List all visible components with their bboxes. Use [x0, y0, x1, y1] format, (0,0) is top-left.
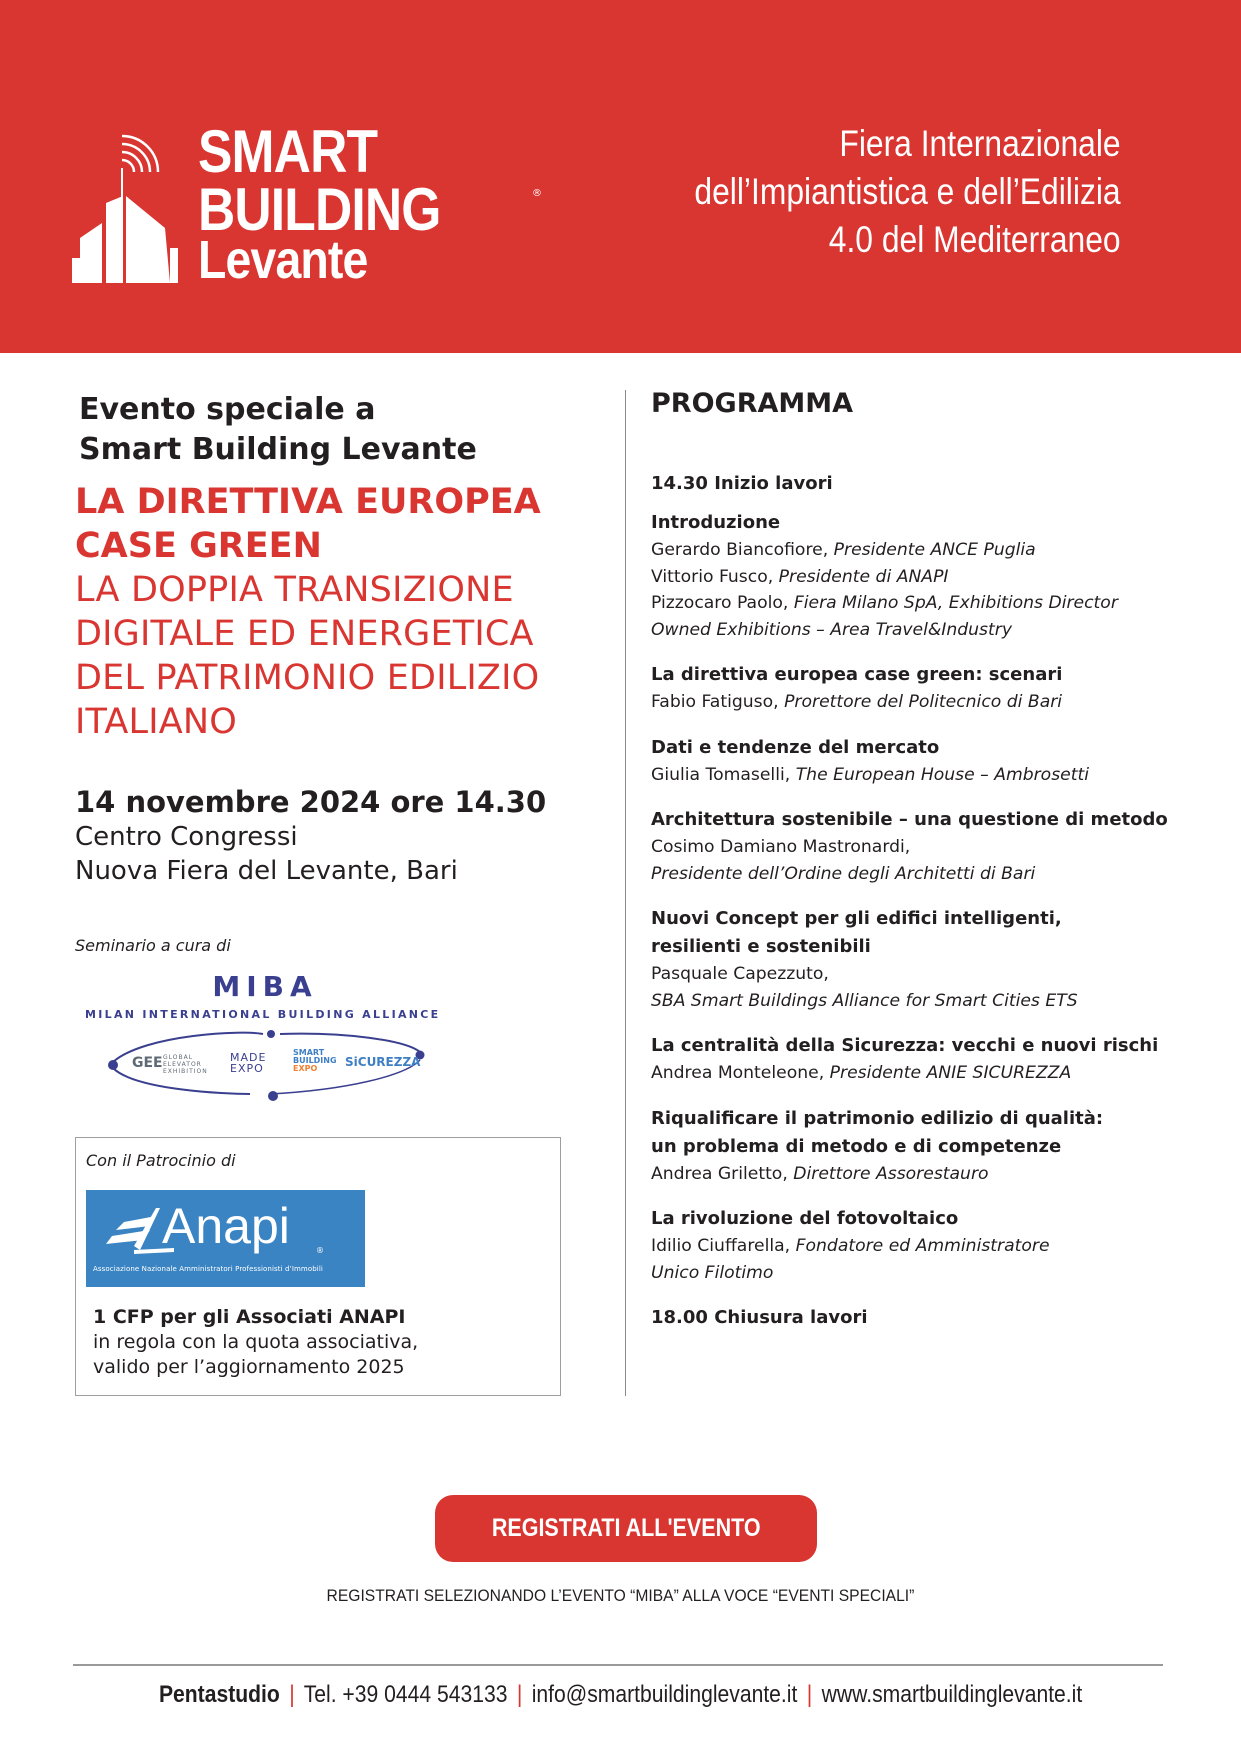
sbe-line: BUILDING	[293, 1056, 337, 1065]
patronage-label: Con il Patrocinio di	[86, 1151, 236, 1170]
program-item-heading: 14.30 Inizio lavori	[651, 473, 833, 494]
intro-line: Smart Building Levante	[79, 432, 477, 467]
program-item-heading: resilienti e sostenibili	[651, 936, 871, 957]
program-speaker-line	[651, 564, 1231, 591]
made-line: EXPO	[230, 1062, 264, 1075]
gee-sub-line: ELEVATOR	[163, 1061, 202, 1068]
program-item	[651, 1304, 1231, 1332]
title-line: LA DIRETTIVA EUROPEA	[75, 482, 541, 522]
footer-separator: |	[289, 1681, 295, 1708]
patronage-box	[75, 1137, 561, 1396]
register-button-label: REGISTRATI ALL'EVENTO	[491, 1514, 761, 1542]
anapi-logo	[86, 1190, 365, 1287]
speaker-role: Presidente ANCE Puglia	[833, 540, 1036, 560]
footer-email-link[interactable]: info@smartbuildinglevante.it	[531, 1681, 798, 1708]
speaker-name: Pasquale Capezzuto,	[651, 964, 829, 984]
anapi-wordmark: Anapi	[162, 1198, 290, 1254]
speaker-role: SBA Smart Buildings Alliance for Smart Cities ETS	[651, 990, 1078, 1011]
tagline-line: dell’Impiantistica e dell’Edilizia	[694, 171, 1121, 212]
speaker-name: Andrea Griletto,	[651, 1163, 794, 1184]
speaker-role: Prorettore del Politecnico di Bari	[784, 692, 1063, 712]
footer	[0, 1678, 1241, 1712]
organizer-label: Seminario a cura di	[75, 936, 231, 955]
program-item-heading: Architettura sostenibile – una questione di metodo	[651, 809, 1168, 830]
footer-company: Pentastudio	[158, 1681, 280, 1708]
footer-website-link[interactable]: www.smartbuildinglevante.it	[821, 1681, 1083, 1708]
tagline-line: Fiera Internazionale	[839, 123, 1121, 164]
footer-separator: |	[516, 1681, 523, 1708]
venue-line: Nuova Fiera del Levante, Bari	[75, 856, 458, 886]
program-item-heading: Nuovi Concept per gli edifici intelligenti,	[651, 908, 1062, 929]
speaker-role: Direttore Assorestauro	[793, 1163, 989, 1184]
program-item-heading: La centralità della Sicurezza: vecchi e nuovi rischi	[651, 1035, 1159, 1056]
made-expo-logo	[230, 1052, 266, 1074]
column-divider	[625, 390, 626, 1396]
program-speaker-line	[651, 1060, 1231, 1087]
anapi-subtitle: Associazione Nazionale Amministratori Professionisti d’Immobili	[93, 1265, 323, 1273]
intro-line: Evento speciale a	[79, 392, 376, 427]
cfp-line: valido per l’aggiornamento 2025	[93, 1356, 405, 1378]
speaker-role: Fondatore ed Amministratore	[795, 1236, 1050, 1256]
footer-separator: |	[806, 1681, 813, 1708]
speaker-role: The European House – Ambrosetti	[795, 764, 1089, 785]
program-speaker-line	[651, 689, 1231, 716]
registered-mark: ®	[532, 188, 542, 199]
fair-tagline	[695, 120, 1121, 264]
program-item	[651, 905, 1231, 1014]
speaker-role: Presidente di ANAPI	[778, 566, 949, 587]
made-line: MADE	[230, 1051, 267, 1064]
sbe-line: SMART	[293, 1048, 325, 1057]
program-item-heading: Riqualificare il patrimonio edilizio di qualità:	[651, 1107, 1104, 1129]
program-speaker-line	[651, 617, 1231, 644]
program-speaker-line	[651, 988, 1231, 1015]
program-item-heading: Introduzione	[651, 512, 781, 533]
building-antenna-icon	[70, 128, 190, 298]
gee-subtitle	[163, 1054, 208, 1075]
program-item	[651, 1032, 1231, 1087]
miba-title: MIBA	[212, 970, 318, 1003]
program-speaker-line	[651, 1161, 1231, 1188]
speaker-role: Presidente ANIE SICUREZZA	[829, 1063, 1072, 1083]
gee-sub-line: GLOBAL	[163, 1054, 194, 1061]
subtitle-line: LA DOPPIA TRANSIZIONE	[75, 570, 514, 610]
speaker-role: Unico Filotimo	[651, 1262, 774, 1283]
gee-sub-line: EXHIBITION	[163, 1068, 208, 1075]
speaker-name: Gerardo Biancofiore,	[651, 540, 834, 560]
speaker-name: Idilio Ciuffarella,	[651, 1236, 796, 1256]
logo-word-building: BUILDING	[198, 176, 441, 243]
cfp-headline: 1 CFP per gli Associati ANAPI	[93, 1306, 406, 1328]
register-event-button[interactable]	[435, 1495, 817, 1562]
speaker-name: Giulia Tomaselli,	[651, 764, 796, 785]
subtitle-line: DEL PATRIMONIO EDILIZIO	[75, 658, 540, 698]
event-venue	[75, 820, 458, 888]
program-item	[651, 509, 1231, 643]
speaker-role: Presidente dell’Ordine degli Architetti di Bari	[651, 863, 1036, 884]
program-item-heading: La rivoluzione del fotovoltaico	[651, 1208, 959, 1229]
program-title: PROGRAMMA	[651, 388, 854, 419]
program-item	[651, 1105, 1231, 1188]
program-speaker-line	[651, 861, 1231, 888]
event-date: 14 novembre 2024 ore 14.30	[75, 785, 547, 819]
cfp-note	[93, 1305, 418, 1380]
program-item	[651, 470, 1231, 498]
speaker-role: Owned Exhibitions – Area Travel&Industry	[651, 619, 1012, 640]
speaker-name: Pizzocaro Paolo,	[651, 593, 794, 613]
miba-logo	[85, 968, 505, 1098]
program-item	[651, 806, 1231, 887]
program-speaker-line	[651, 834, 1231, 861]
program-speaker-line	[651, 1233, 1231, 1260]
cfp-line: in regola con la quota associativa,	[93, 1331, 419, 1353]
event-subtitle	[75, 568, 539, 744]
miba-full-name: MILAN INTERNATIONAL BUILDING ALLIANCE	[85, 1008, 441, 1021]
title-line: CASE GREEN	[75, 526, 322, 566]
program-speaker-line	[651, 1260, 1231, 1287]
program-item	[651, 1205, 1231, 1286]
sbe-line: EXPO	[293, 1064, 318, 1073]
program-item-heading: La direttiva europea case green: scenari	[651, 664, 1063, 685]
anapi-registered-mark: ®	[316, 1246, 324, 1255]
program-speaker-line	[651, 762, 1231, 789]
footer-phone[interactable]: Tel. +39 0444 543133	[303, 1681, 508, 1708]
logo-word-levante: Levante	[198, 230, 368, 290]
registration-note	[0, 1586, 1241, 1606]
tagline-line: 4.0 del Mediterraneo	[829, 219, 1121, 260]
header-banner	[0, 0, 1241, 353]
subtitle-line: DIGITALE ED ENERGETICA	[75, 614, 534, 654]
sicurezza-logo: SiCUREZZA	[345, 1055, 421, 1069]
speaker-name: Vittorio Fusco,	[651, 566, 779, 587]
gee-logo: GEE	[132, 1055, 163, 1071]
program-item-heading: un problema di metodo e di competenze	[651, 1135, 1062, 1157]
venue-line: Centro Congressi	[75, 822, 298, 852]
smart-building-levante-logo	[70, 118, 542, 298]
program-speaker-line	[651, 590, 1231, 617]
program-speaker-line	[651, 961, 1231, 988]
registration-note-text: REGISTRATI SELEZIONANDO L’EVENTO “MIBA” ALLA VOCE “EVENTI SPECIALI”	[326, 1586, 915, 1605]
subtitle-line: ITALIANO	[75, 702, 238, 742]
program-item	[651, 661, 1231, 716]
program-item-heading: Dati e tendenze del mercato	[651, 736, 940, 758]
logo-word-smart: SMART	[198, 118, 378, 185]
speaker-name: Andrea Monteleone,	[651, 1063, 830, 1083]
event-intro	[79, 390, 477, 470]
program-item-heading: 18.00 Chiusura lavori	[651, 1307, 868, 1328]
speaker-role: Fiera Milano SpA, Exhibitions Director	[793, 593, 1118, 613]
footer-divider	[73, 1664, 1163, 1666]
event-title	[75, 480, 541, 568]
smart-building-expo-logo	[293, 1049, 337, 1073]
program-item	[651, 734, 1231, 789]
program-list	[651, 470, 1231, 1343]
speaker-name: Cosimo Damiano Mastronardi,	[651, 837, 911, 857]
program-speaker-line	[651, 537, 1231, 564]
speaker-name: Fabio Fatiguso,	[651, 692, 785, 712]
